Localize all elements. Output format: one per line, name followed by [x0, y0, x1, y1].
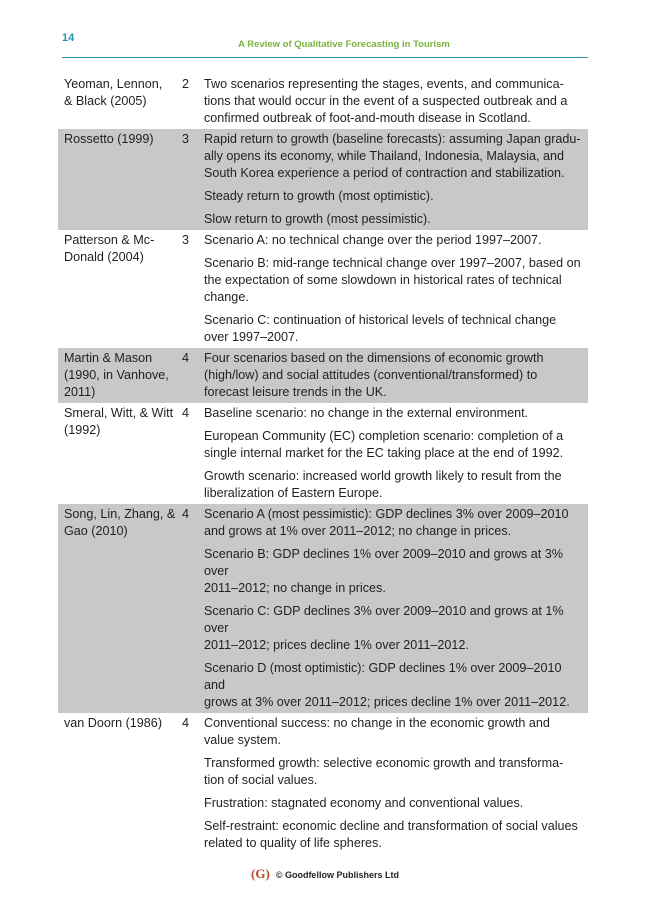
scenario-item — [204, 603, 584, 654]
scenarios-cell — [204, 504, 588, 713]
scenarios-cell — [204, 129, 588, 230]
author-cell — [58, 74, 182, 129]
scenario-item — [204, 76, 584, 127]
scenario-line: Scenario B: mid-range technical change over 1997–2007, based on — [204, 256, 581, 270]
author-line: Gao (2010) — [64, 524, 128, 538]
scenario-table — [58, 74, 588, 854]
scenario-item — [204, 405, 584, 422]
scenario-line: change. — [204, 290, 249, 304]
scenario-item — [204, 818, 584, 852]
scenario-line: Scenario B: GDP declines 1% over 2009–2010 and grows at 3% over — [204, 547, 563, 578]
author-line: & Black (2005) — [64, 94, 147, 108]
scenario-line: Scenario C: GDP declines 3% over 2009–2010 and grows at 1% over — [204, 604, 564, 635]
scenario-item — [204, 468, 584, 502]
scenario-line: and grows at 1% over 2011–2012; no change in prices. — [204, 524, 512, 538]
scenario-line: (high/low) and social attitudes (conventional/transformed) to — [204, 368, 538, 382]
scenario-item — [204, 428, 584, 462]
scenario-item — [204, 312, 584, 346]
scenario-line: over 1997–2007. — [204, 330, 299, 344]
scenario-line: Scenario D (most optimistic): GDP declines 1% over 2009–2010 and — [204, 661, 562, 692]
author-line: Song, Lin, Zhang, & — [64, 507, 176, 521]
table-row — [58, 403, 588, 504]
scenario-count-cell: 3 — [182, 233, 190, 247]
scenario-line: forecast leisure trends in the UK. — [204, 385, 387, 399]
scenario-line: value system. — [204, 733, 281, 747]
author-line: (1990, in Vanhove, — [64, 368, 169, 382]
scenario-item — [204, 755, 584, 789]
scenario-item — [204, 211, 584, 228]
scenarios-cell — [204, 713, 588, 854]
scenario-line: Scenario A (most pessimistic): GDP declines 3% over 2009–2010 — [204, 507, 569, 521]
scenarios-cell — [204, 74, 588, 129]
author-cell — [58, 230, 182, 348]
scenarios-cell — [204, 230, 588, 348]
author-line: 2011) — [64, 385, 96, 399]
publisher-logo: (G) — [251, 866, 270, 881]
scenario-item — [204, 232, 584, 249]
author-cell — [58, 504, 182, 713]
scenario-item — [204, 131, 584, 182]
scenario-line: the expectation of some slowdown in historical rates of technical — [204, 273, 562, 287]
scenario-item — [204, 715, 584, 749]
author-cell — [58, 129, 182, 230]
scenario-line: Frustration: stagnated economy and conventional values. — [204, 796, 524, 810]
scenario-line: Rapid return to growth (baseline forecasts): assuming Japan gradu- — [204, 132, 581, 146]
footer — [0, 866, 650, 882]
scenario-line: Growth scenario: increased world growth likely to result from the — [204, 469, 562, 483]
scenario-line: grows at 3% over 2011–2012; prices decline 1% over 2011–2012. — [204, 695, 570, 709]
scenario-count-cell: 4 — [182, 716, 190, 730]
author-line: Donald (2004) — [64, 250, 144, 264]
scenario-item — [204, 506, 584, 540]
scenario-line: Slow return to growth (most pessimistic). — [204, 212, 431, 226]
running-header: A Review of Qualitative Forecasting in Tourism — [238, 39, 450, 50]
scenario-line: liberalization of Eastern Europe. — [204, 486, 383, 500]
author-line: Rossetto (1999) — [64, 132, 154, 146]
page-number: 14 — [62, 32, 75, 44]
table-row — [58, 348, 588, 403]
scenario-line: Baseline scenario: no change in the external environment. — [204, 406, 529, 420]
author-cell — [58, 403, 182, 504]
scenario-line: South Korea experience a period of contraction and stabilization. — [204, 166, 565, 180]
scenario-line: Four scenarios based on the dimensions of economic growth — [204, 351, 544, 365]
author-line: Smeral, Witt, & Witt — [64, 406, 174, 420]
scenario-line: Steady return to growth (most optimistic). — [204, 189, 434, 203]
scenario-line: Scenario A: no technical change over the period 1997–2007. — [204, 233, 542, 247]
author-line: Patterson & Mc- — [64, 233, 155, 247]
author-line: (1992) — [64, 423, 101, 437]
scenarios-cell — [204, 348, 588, 403]
scenario-line: single internal market for the EC taking place at the end of 1992. — [204, 446, 564, 460]
table-row — [58, 74, 588, 129]
scenario-count-cell: 4 — [182, 348, 204, 403]
table-row — [58, 713, 588, 854]
scenario-line: tion of social values. — [204, 773, 318, 787]
scenario-line: tions that would occur in the event of a suspected outbreak and a — [204, 94, 568, 108]
scenario-line: Transformed growth: selective economic growth and transforma- — [204, 756, 564, 770]
scenario-item — [204, 350, 584, 401]
scenario-item — [204, 188, 584, 205]
scenario-line: Scenario C: continuation of historical levels of technical change — [204, 313, 557, 327]
scenario-line: European Community (EC) completion scenario: completion of a — [204, 429, 564, 443]
scenarios-cell — [204, 403, 588, 504]
author-line: Yeoman, Lennon, — [64, 77, 163, 91]
scenario-line: confirmed outbreak of foot-and-mouth disease in Scotland. — [204, 111, 531, 125]
header-rule — [62, 57, 588, 58]
author-line: Martin & Mason — [64, 351, 153, 365]
table-body — [58, 74, 588, 854]
scenario-count-cell: 4 — [182, 406, 190, 420]
scenario-line: Self-restraint: economic decline and transformation of social values — [204, 819, 578, 833]
copyright-text: © Goodfellow Publishers Ltd — [275, 870, 399, 880]
scenario-item — [204, 546, 584, 597]
scenario-item — [204, 255, 584, 306]
author-cell — [58, 348, 182, 403]
scenario-line: 2011–2012; no change in prices. — [204, 581, 386, 595]
scenario-item — [204, 795, 584, 812]
scenario-line: 2011–2012; prices decline 1% over 2011–2012. — [204, 638, 469, 652]
scenario-line: Conventional success: no change in the economic growth and — [204, 716, 550, 730]
scenario-item — [204, 660, 584, 711]
table-row — [58, 129, 588, 230]
scenario-count-cell: 2 — [182, 77, 190, 91]
author-line: van Doorn (1986) — [64, 716, 163, 730]
scenario-line: related to quality of life spheres. — [204, 836, 382, 850]
scenario-line: Two scenarios representing the stages, events, and communica- — [204, 77, 564, 91]
author-cell — [58, 713, 182, 854]
table-row — [58, 230, 588, 348]
scenario-count-cell: 3 — [182, 129, 204, 230]
scenario-line: ally opens its economy, while Thailand, Indonesia, Malaysia, and — [204, 149, 565, 163]
scenario-count-cell: 4 — [182, 504, 204, 713]
table-row — [58, 504, 588, 713]
